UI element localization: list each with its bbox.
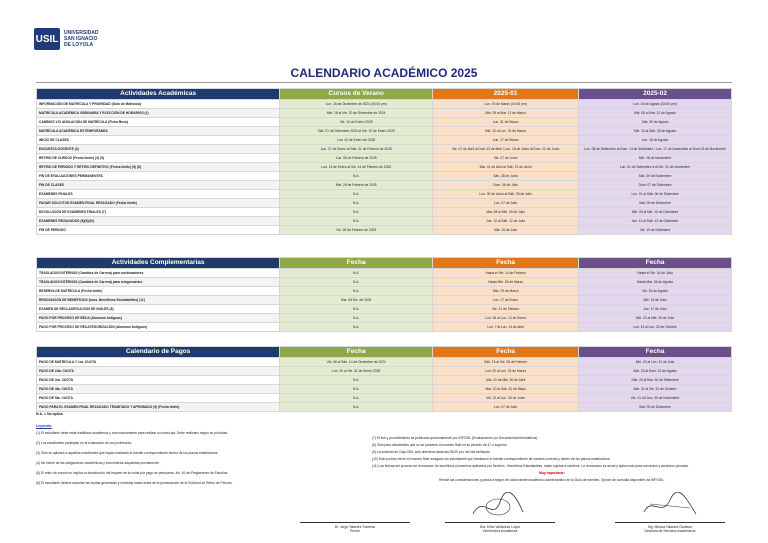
- legend-item: Revise las consideraciones y pasos a seguir de cada trámite académico administrativo en la Guía de trámites, Opción de consulta disponible vía INFOSIL.: [439, 478, 665, 482]
- date-cell: N.A.: [280, 314, 433, 323]
- activity-label: RETIRO DE PERIODO Y RETIRO DEFINITIVO (Fecha límite) (5) (6): [37, 163, 280, 172]
- activity-label: EXÁMENES REZAGADOS (8)(9)(10): [37, 217, 280, 226]
- date-cell: Lun. 03 de Marzo (04:00 pm): [433, 100, 579, 109]
- date-cell: Mar. 21 al Vie. 31 de Octubre: [579, 385, 732, 394]
- logo-line-1: UNIVERSIDAD: [64, 30, 99, 36]
- column-header: Fecha: [433, 258, 579, 269]
- table-row: [37, 323, 732, 332]
- title-divider: [36, 82, 732, 83]
- legend-item: (5) El retiro de cursos no implica la disminución del importe de la cuota por pago de pensiones. Art. 16 del Reglamento de Estudios.: [36, 471, 229, 475]
- table-row: [37, 118, 732, 127]
- activity-label: RENOVACIÓN DE BENEFICIOS (becs. Beneficios Estudiantiles) (11): [37, 296, 280, 305]
- date-cell: Lun. 17 de Marzo: [433, 136, 579, 145]
- date-cell: Mar. 01 de Abril al Sáb. 21 de Junio: [433, 163, 579, 172]
- legend-item: (9) La solicitud de Caja USIL sólo atenderá hasta las 06:00 pm. del día señalado.: [372, 450, 491, 454]
- date-cell: Lun. 31 de Marzo: [433, 118, 579, 127]
- date-cell: Mié. 23 al Mié. 30 de Julio: [579, 314, 732, 323]
- logo-mark: USIL: [34, 28, 60, 50]
- activity-label: FIN DE CLASES: [37, 181, 280, 190]
- table-row: [37, 376, 732, 385]
- date-cell: Lun. 05 de Febrero de 2025: [280, 154, 433, 163]
- legend-left: [36, 424, 366, 491]
- date-cell: Lun. 06 al Lun. 13 de Enero: [433, 314, 579, 323]
- column-header: Fecha: [280, 258, 433, 269]
- complementary-activities-table: [36, 257, 732, 332]
- date-cell: Dom. 06 de Julio: [433, 181, 579, 190]
- date-cell: Hasta Mié. 26 de Marzo: [433, 278, 579, 287]
- legend-item: (3) Sólo se aplicará a aquellos estudiantes que hayan realizado el trámite correspondiente dentro de los plazos establecidos.: [36, 451, 219, 455]
- legend-item: (10) Sólo podrán rendir el examen final rezagado los estudiantes que tramitaron el trámite correspondiente de manera correcta y dentro de los plazos establecidos.: [372, 457, 611, 461]
- na-note: N.A. = No aplica.: [36, 412, 64, 416]
- column-header: Calendario de Pagos: [37, 347, 280, 358]
- date-cell: Vie. 21 al Lun. 30 de Junio: [433, 394, 579, 403]
- date-cell: Lun. 30 de Junio al Sáb. 05 de Julio: [433, 190, 579, 199]
- date-cell: Lun. 27 de Enero al Sáb. 01 de Febrero de 2025: [280, 145, 433, 154]
- table-row: [37, 305, 732, 314]
- activity-label: TRASLADOS INTERNOS (Cambios de Carrera) para continuadores: [37, 269, 280, 278]
- date-cell: Hasta el Vie. 14 de Febrero: [433, 269, 579, 278]
- date-cell: Lun. 17 de Enero: [433, 296, 579, 305]
- table-row: [37, 145, 732, 154]
- signature-name: Mg. Mónica Talavera Gamboa: [648, 525, 692, 529]
- column-header: 2025-02: [579, 89, 732, 100]
- date-cell: Lun. 20 al Vie. 31 de Enero 2025: [280, 367, 433, 376]
- table-row: [37, 226, 732, 235]
- date-cell: Lun. 13 al Lun. 20 de Octubre: [579, 323, 732, 332]
- activity-label: EXAMEN DE RECLASIFICACIÓN DE INGLÉS (8): [37, 305, 280, 314]
- table-row: [37, 172, 732, 181]
- signature-role: Rector: [350, 529, 360, 533]
- date-cell: Mié. 06 al Mar. 12 de Agosto: [579, 109, 732, 118]
- date-cell: Vie. 28 de Febrero de 2025: [280, 226, 433, 235]
- date-cell: Lun. 16 de Diciembre de 2024 (04:00 pm): [280, 100, 433, 109]
- date-cell: Vie. 21 de Febrero: [433, 305, 579, 314]
- date-cell: Lun. 7 al Lun. 14 de Abril: [433, 323, 579, 332]
- date-cell: Lun. 20 al Lun. 31 de Marzo: [433, 367, 579, 376]
- date-cell: Vie. 07 de Abril al Dom.13 de Abril / Lun. 16 de Junio al Dom. 22 de Junio: [433, 145, 579, 154]
- important-note-heading: Muy Importante:: [539, 471, 565, 475]
- date-cell: N.A.: [280, 278, 433, 287]
- date-cell: Mié. 16 de Julio: [579, 296, 732, 305]
- table-row: [37, 100, 732, 109]
- activity-label: PAGAR SOLICITUD EXAMEN FINAL REZAGADO (Fecha límite): [37, 199, 280, 208]
- date-cell: Jue. 11 al Sáb. 13 de Diciembre: [579, 217, 732, 226]
- activity-label: MATRÍCULA ACADÉMICA ORDINARIA Y ELECCIÓN DE HORARIOS (1): [37, 109, 280, 118]
- activity-label: PAGO DE 3ra. CUOTA: [37, 376, 280, 385]
- legend-item: (7) El link y procedimiento se publicará oportunamente por INFOSIL (Evaluaciones y/o Documentos/Informativos).: [372, 436, 539, 440]
- logo-wordmark: [64, 30, 98, 48]
- date-cell: Lun. 04 de Agosto (04:00 pm): [579, 100, 732, 109]
- date-cell: N.A.: [280, 190, 433, 199]
- date-cell: Mié. 09 al Mié. 10 de Diciembre: [579, 208, 732, 217]
- date-cell: Lun. 01 al Sáb. 06 de Diciembre: [579, 190, 732, 199]
- date-cell: Vie. 27 de Junio: [433, 154, 579, 163]
- date-cell: N.A.: [280, 385, 433, 394]
- legend-item: (11) Las fechas del proceso de renovación de beneficios (convenios aplicados por Servicio - Beneficios Estudiantiles, están sujetas a cambios. La renovación es anual y aplica solo para convenios y acuerdos privados.: [372, 464, 689, 468]
- date-cell: N.A.: [280, 208, 433, 217]
- legend-item: (6) El estudiante deberá cancelar las cuotas generadas y vencidas hasta antes de la presentación de la Solicitud de Retiro de Periodo.: [36, 481, 233, 485]
- table-row: [37, 385, 732, 394]
- signature-3-scribble: [640, 492, 700, 520]
- date-cell: Mié. 26 de Febrero de 2025: [280, 181, 433, 190]
- legend-item: (1) El estudiante debe estar habilitado académica y económicamente para realizar su matrícula. Debe realizarlo según su prioridad.: [36, 431, 229, 435]
- date-cell: N.A.: [280, 305, 433, 314]
- legend-right: [372, 436, 732, 485]
- signature-name: Dra. Erika Valdivieso López: [479, 525, 521, 529]
- date-cell: Lun. 01 de Setiembre a al Vie. 21 de Noviembre: [579, 163, 732, 172]
- date-cell: N.A.: [280, 287, 433, 296]
- signature-2-scribble: [468, 492, 528, 520]
- date-cell: Mié. 18 al Vie. 20 de Diciembre de 2024: [280, 109, 433, 118]
- date-cell: N.A.: [280, 269, 433, 278]
- date-cell: N.A.: [280, 172, 433, 181]
- table-row: [37, 190, 732, 199]
- activity-label: RESERVA DE MATRÍCULA (Fecha límite): [37, 287, 280, 296]
- date-cell: Sáb. 20 al Mar. 30 de Setiembre: [579, 376, 732, 385]
- legend-title: Leyenda:: [36, 424, 52, 428]
- activity-label: INFORMACIÓN DE MATRÍCULA Y PRIORIDAD (Sólo de Matrícula): [37, 100, 280, 109]
- table-row: [37, 367, 732, 376]
- date-cell: N.A.: [280, 376, 433, 385]
- date-cell: Mar. 05 Dic. de 2024: [280, 296, 433, 305]
- date-cell: Lun. 13 de Enero al Vie. 14 de Febrero de 2025: [280, 163, 433, 172]
- signature-block-2: [445, 522, 555, 533]
- activity-label: PAGO PARA EL EXAMEN FINAL REZAGADO TRAMITADO Y APROBADO (9) (Fecha límite): [37, 403, 280, 412]
- table-row: [37, 208, 732, 217]
- signature-role: Vicerrectora Académica: [482, 529, 518, 533]
- date-cell: Lun. 18 de Agosto: [579, 136, 732, 145]
- logo-line-3: DE LOYOLA: [64, 42, 94, 48]
- activity-label: PAGO DE 2da. CUOTA: [37, 367, 280, 376]
- academic-activities-table: [36, 88, 732, 235]
- activity-label: TRASLADOS INTERNOS (Cambios de Carrera) para reingresantes: [37, 278, 280, 287]
- activity-label: PAGO POR PROCESO DE BECA (Alumnos Antiguos): [37, 314, 280, 323]
- table-row: [37, 217, 732, 226]
- date-cell: Lun. 02 de Enero de 2025: [280, 136, 433, 145]
- date-cell: N.A.: [280, 217, 433, 226]
- date-cell: Lun. 07 de Julio: [433, 403, 579, 412]
- activity-label: PAGO POR PROCESO DE RECATEGORIZACIÓN (Alumnos Antiguos): [37, 323, 280, 332]
- table-row: [37, 269, 732, 278]
- legend-item: (4) No exime de las obligaciones académicas y económicas adquiridas previamente.: [36, 461, 160, 465]
- table-row: [37, 163, 732, 172]
- column-header: Fecha: [433, 347, 579, 358]
- activity-label: PAGO DE MATRÍCULA Y 1ra. CUOTA: [37, 358, 280, 367]
- date-cell: Mié. 26 de Noviembre: [579, 154, 732, 163]
- date-cell: Sáb. 21 de Diciembre 2024 al Vie. 10 de Enero 2025: [280, 127, 433, 136]
- table-row: [37, 199, 732, 208]
- date-cell: Hasta Mar. 26 de Agosto: [579, 278, 732, 287]
- date-cell: Jue. 17 de Julio: [579, 305, 732, 314]
- signature-block-1: [300, 522, 410, 533]
- legend-item: (2) Los estudiantes participan en la evaluación de sus profesores.: [36, 441, 133, 445]
- date-cell: Vie. 19 de Diciembre: [579, 226, 732, 235]
- activity-label: ENCUESTA DOCENTE (2): [37, 145, 280, 154]
- table-row: [37, 278, 732, 287]
- date-cell: N.A.: [280, 323, 433, 332]
- activity-label: DEVOLUCIÓN DE EXÁMENES FINALES (7): [37, 208, 280, 217]
- signature-role: Directora de Servicios Académicos: [644, 529, 696, 533]
- activity-label: PAGO DE 4ta. CUOTA: [37, 385, 280, 394]
- date-cell: Lun. 08 de Setiembre al Dom. 14 de Setiembre / Lun. 17 de Noviembre al Dom 23 de Noviembre: [579, 145, 732, 154]
- table-row: [37, 127, 732, 136]
- date-cell: Mié. 23 al Lun. 31 de Julio: [579, 358, 732, 367]
- table-row: [37, 109, 732, 118]
- table-row: [37, 181, 732, 190]
- date-cell: Vie. 06 al Sáb. 14 de Diciembre de 2024: [280, 358, 433, 367]
- date-cell: Vie. 15 de Agosto: [579, 287, 732, 296]
- column-header: Actividades Complementarias: [37, 258, 280, 269]
- activity-label: EXÁMENES FINALES: [37, 190, 280, 199]
- activity-label: FIN DE EVALUACIONES PERMANENTES: [37, 172, 280, 181]
- payments-table: [36, 346, 732, 412]
- table-row: [37, 287, 732, 296]
- date-cell: Sáb. 29 de Noviembre: [579, 172, 732, 181]
- date-cell: Vie. 10 de Enero 2025: [280, 118, 433, 127]
- date-cell: Hasta el Vie. 04 de Julio: [579, 269, 732, 278]
- table-row: [37, 314, 732, 323]
- column-header: Fecha: [280, 347, 433, 358]
- date-cell: N.A.: [280, 394, 433, 403]
- date-cell: Vie. 21 al Dom. 30 de Noviembre: [579, 394, 732, 403]
- date-cell: Sáb. 29 de Marzo: [433, 287, 579, 296]
- activity-label: MATRÍCULA ACADÉMICA EXTEMPORÁNEA: [37, 127, 280, 136]
- logo-line-2: SAN IGNACIO: [64, 36, 98, 42]
- column-header: Fecha: [579, 258, 732, 269]
- page-title: CALENDARIO ACADÉMICO 2025: [290, 66, 478, 80]
- column-header: 2025-01: [433, 89, 579, 100]
- date-cell: Lun. 07 de Julio: [433, 199, 579, 208]
- table-row: [37, 358, 732, 367]
- signature-block-3: [615, 522, 725, 533]
- activity-label: PAGO DE 5ta. CUOTA: [37, 394, 280, 403]
- activity-label: INICIO DE CLASES: [37, 136, 280, 145]
- table-row: [37, 154, 732, 163]
- signature-name: Dr. Jorge Talavera Traverso: [334, 525, 376, 529]
- date-cell: Mar. 20 al Sáb. 31 de Mayo: [433, 385, 579, 394]
- date-cell: Dom. 07 de Diciembre: [579, 181, 732, 190]
- legend-item: (8) Sólo para estudiantes que no se presentó al examen final en su periodo de 47 o superior.: [372, 443, 508, 447]
- university-logo: [34, 28, 98, 50]
- activity-label: RETIRO DE CURSOS (Fecha límite) (4) (5): [37, 154, 280, 163]
- date-cell: Mié. 12 al Lun. 31 de Marzo: [433, 127, 579, 136]
- date-cell: Mar. 08 al Mié. 09 de Julio: [433, 208, 579, 217]
- date-cell: Mar. 22 de Mié. 30 de Abril: [433, 376, 579, 385]
- date-cell: Mar. 09 de Diciembre: [579, 403, 732, 412]
- date-cell: N.A.: [280, 199, 433, 208]
- date-cell: Mar. 09 de Diciembre: [579, 199, 732, 208]
- date-cell: Sáb. 30 de Agosto: [579, 118, 732, 127]
- table-row: [37, 403, 732, 412]
- date-cell: Mar. 15 de Julio: [433, 226, 579, 235]
- date-cell: Mié. 05 al Mar. 11 de Marzo: [433, 109, 579, 118]
- date-cell: Sáb. 23 al Dom. 31 de Agosto: [579, 367, 732, 376]
- date-cell: N.A.: [280, 403, 433, 412]
- table-row: [37, 136, 732, 145]
- date-cell: Sáb. 15 al Vie. 28 de Febrero: [433, 358, 579, 367]
- table-row: [37, 296, 732, 305]
- date-cell: Sáb. 28 de Junio: [433, 172, 579, 181]
- column-header: Cursos de Verano: [280, 89, 433, 100]
- date-cell: Jue. 10 al Sáb. 12 de Julio: [433, 217, 579, 226]
- activity-label: CAMBIOS Y/O ANULACIÓN DE MATRÍCULA (Ficha Beca): [37, 118, 280, 127]
- column-header: Actividades Académicas: [37, 89, 280, 100]
- activity-label: FIN DE PERIODO: [37, 226, 280, 235]
- date-cell: Mié. 13 al Sáb. 30 de Agosto: [579, 127, 732, 136]
- table-row: [37, 394, 732, 403]
- column-header: Fecha: [579, 347, 732, 358]
